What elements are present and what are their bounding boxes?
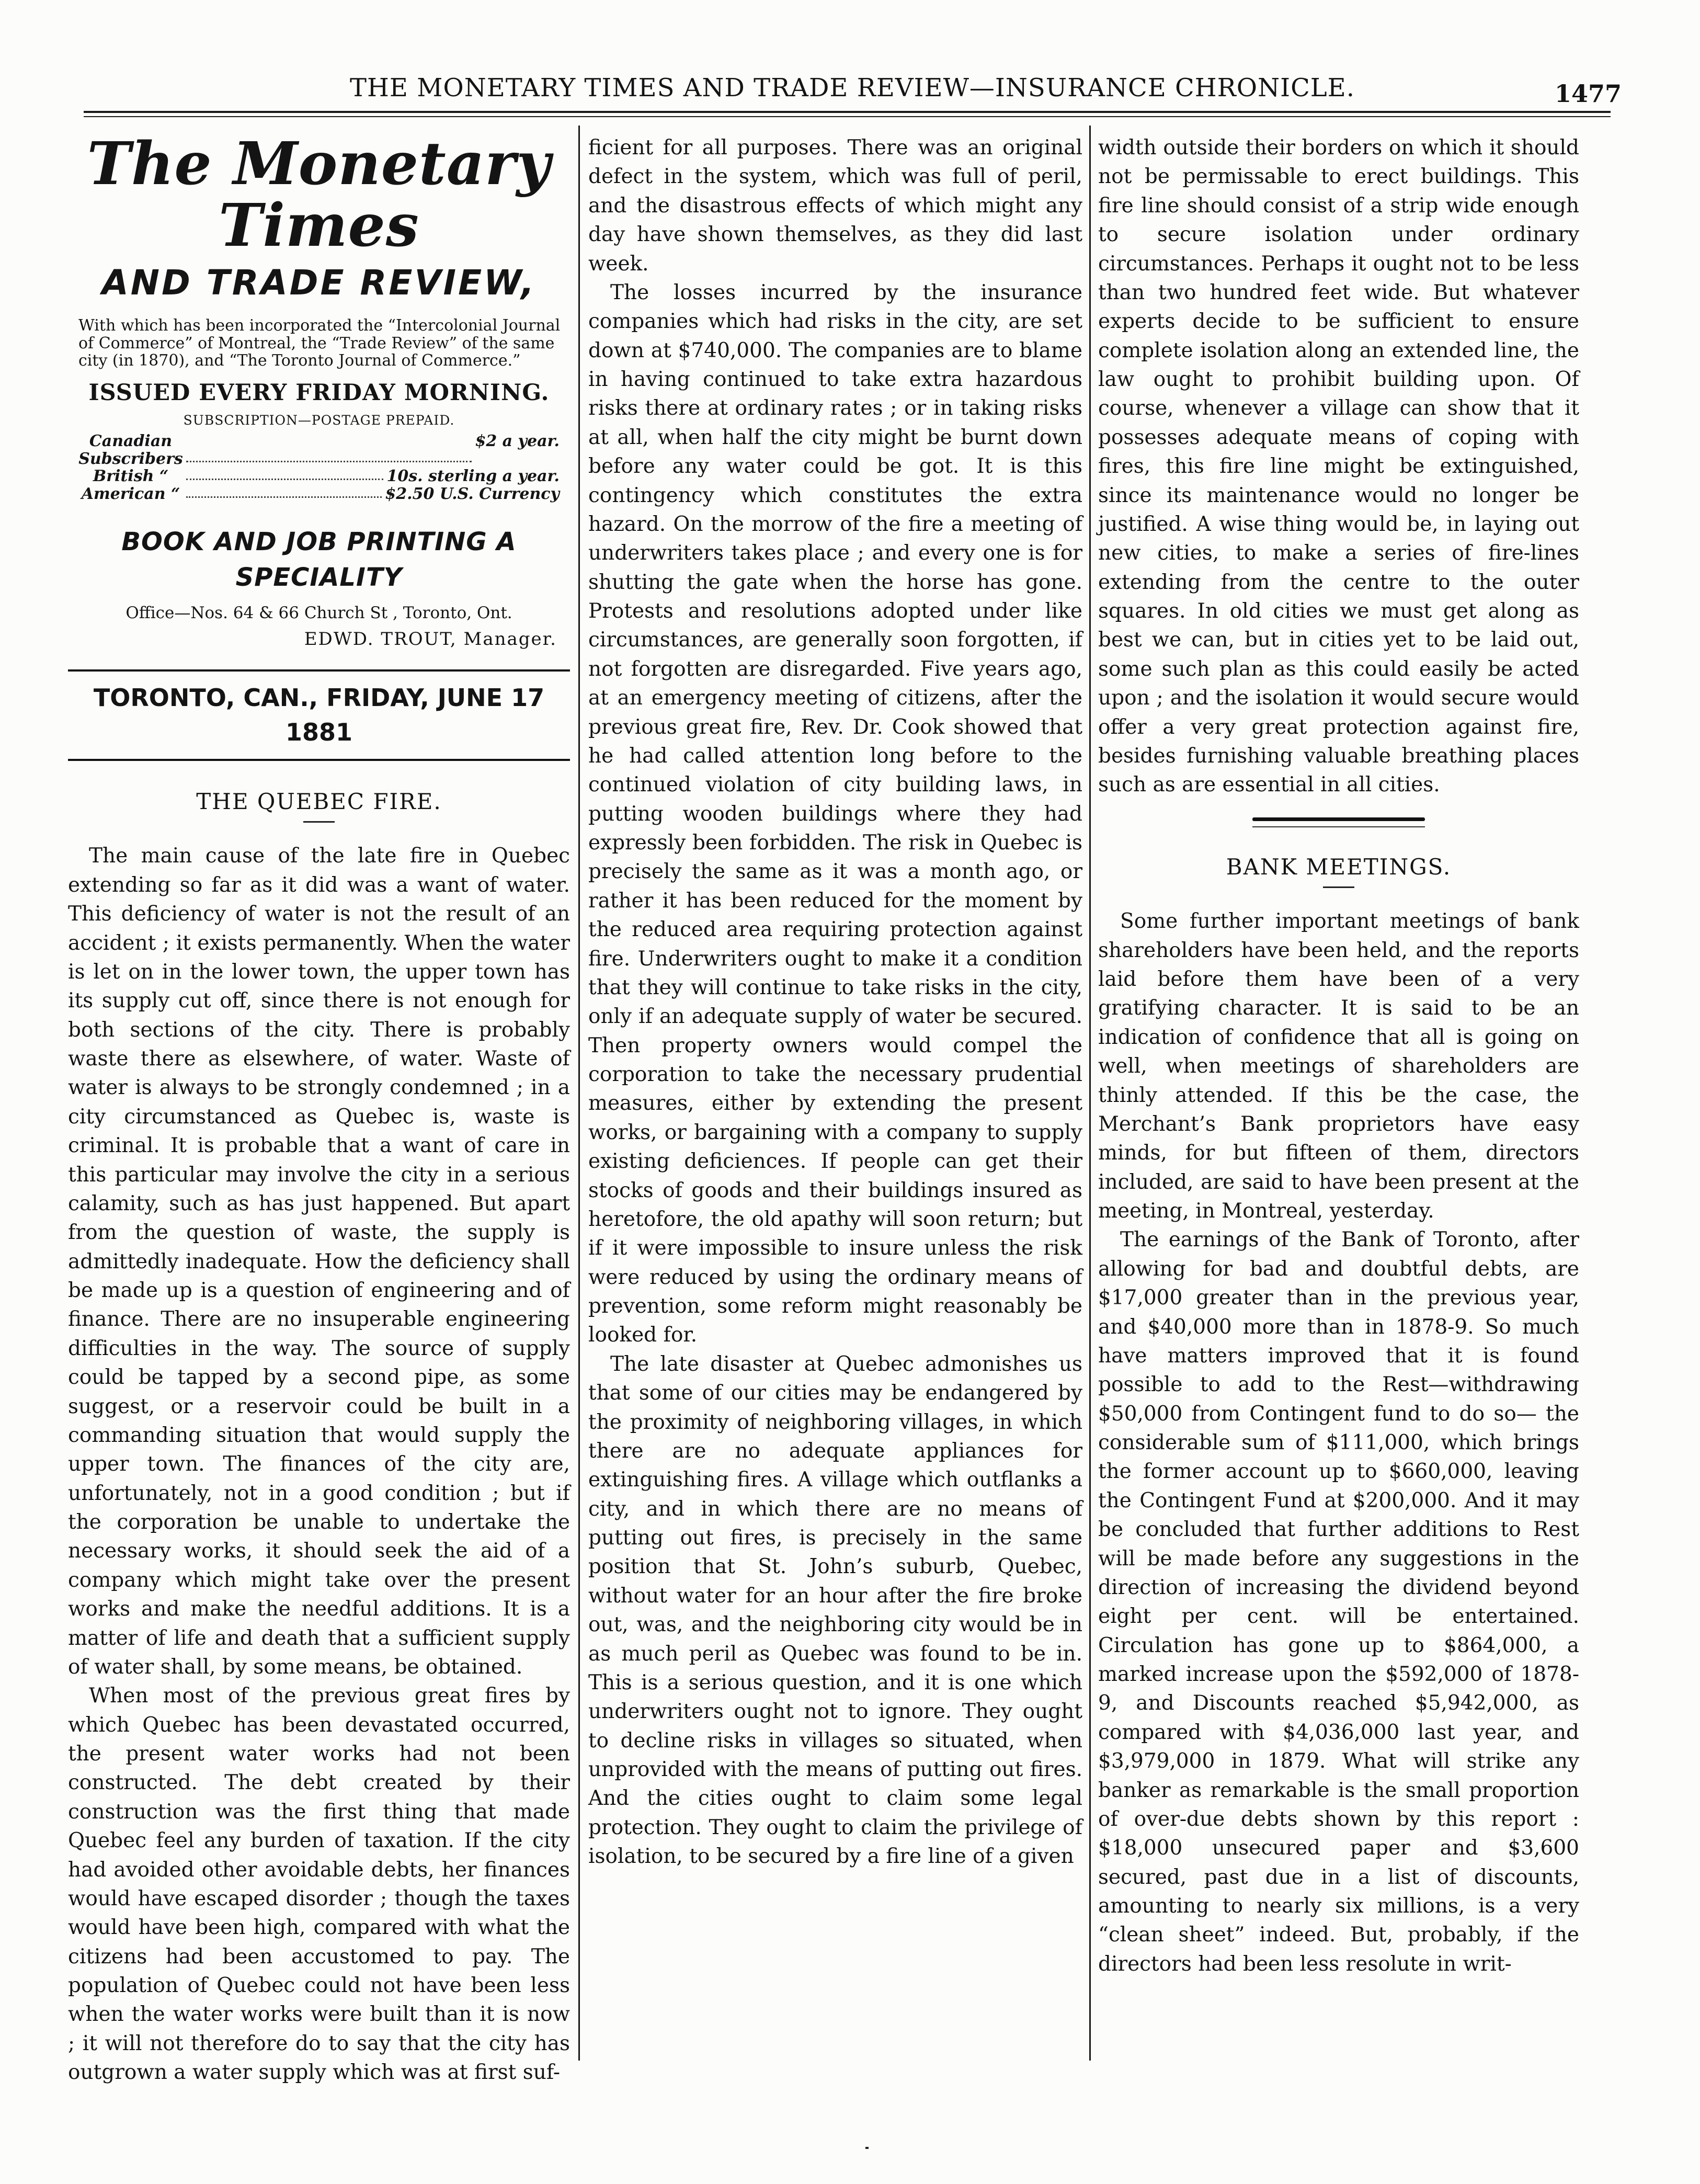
quebec-fire-body-col1 <box>68 841 570 2087</box>
header-rule-top <box>84 111 1611 113</box>
rate-value: $2 a year. <box>475 432 560 451</box>
rate-leader <box>186 433 472 462</box>
rate-label: British “ <box>93 467 169 486</box>
rate-value: $2.50 U.S. Currency <box>385 485 560 504</box>
page-number: 1477 <box>1554 79 1622 108</box>
rate-leader <box>186 485 382 498</box>
dateline: TORONTO, CAN., FRIDAY, JUNE 17 1881 <box>68 669 570 761</box>
rate-row <box>78 468 560 485</box>
paragraph: The main cause of the late fire in Quebec extending so far as it did was a want of water. This deficiency of water is not the result of an accident ; it exists permanently. When the water is let on in the lower town, the upper town has its supply cut off, since there is not enough for both sections of the city. There is probably waste there as elsewhere, of water. Waste of water is always to be strongly condemned ; in a city circumstanced as Quebec is, waste is criminal. It is probable that a want of care in this particular may involve the city in a serious calamity, such as has just happened. But apart from the question of waste, the supply is admittedly inadequate. How the deficiency shall be made up is a question of engineering and of finance. There are no insuperable engineering difficulties in the way. The source of supply could be tapped by a second pipe, as some suggest, or a reservoir could be built in a commanding situation that would supply the upper town. The finances of the city are, unfortunately, not in a good condition ; but if the corporation be unable to undertake the necessary works, it should seek the aid of a company which might take over the present works and make the needful additions. It is a matter of life and death that a sufficient supply of water shall, by some means, be obtained. <box>68 844 570 1679</box>
rate-value: 10s. sterling a year. <box>386 467 560 486</box>
paragraph: The losses incurred by the insurance companies which had risks in the city, are set down at $740,000. The companies are to blame in having continued to take extra hazardous risks there at ordinary rates ; or in taking risks at all, when half the city might be burnt down before any water could be got. It is this contingency which constitutes the extra hazard. On the morrow of the fire a meeting of underwriters takes place ; and every one is for shutting the gate when the horse has gone. Protests and resolutions adopted under like circumstances, are generally soon forgotten, if not forgotten are disregarded. Five years ago, at an emergency meeting of citizens, after the previous great fire, Rev. Dr. Cook showed that he had called attention long before to the continued violation of city building laws, in putting wooden buildings where they had expressly been forbidden. The risk in Quebec is precisely the same as it was a month ago, or rather it has been reduced for the moment by the reduced area requiring protection against fire. Underwriters ought to make it a condition that they will continue to take risks in the city, only if an adequate supply of water be secured. Then property owners would compel the corporation to take the necessary prudential measures, either by extending the present works, or bargaining with a company to supply existing deficiences. If people can get their stocks of goods and their buildings insured as heretofore, the old apathy will soon return; but if it were impossible to insure unless the risk were reduced by using the ordinary means of prevention, some reform might reasonably be looked for. <box>588 280 1082 1347</box>
column-2 <box>588 133 1082 2058</box>
rate-row <box>78 433 560 468</box>
manager-name: EDWD. TROUT, Manager. <box>304 628 557 650</box>
article-title-quebec-fire: THE QUEBEC FIRE. <box>196 788 442 814</box>
section-divider-thin <box>1252 826 1425 827</box>
rate-label: American “ <box>81 485 180 504</box>
header-rule-bottom <box>84 116 1611 117</box>
rate-leader <box>186 468 383 480</box>
paragraph-continued: width outside their borders on which it should not be permissable to erect buildings. This fire line should consist of a strip wide enough to secure isolation under ordinary circumstances. Perhaps it ought not to be less than two hundred feet wide. But whatever experts decide to be sufficient to ensure complete isolation along an extended line, the law ought to prohibit building upon. Of course, whenever a village can show that it possesses adequate means of coping with fires, this fire line might be extinguished, since its maintenance would no longer be justified. A wise thing would be, in laying out new cities, to make a series of fire-lines extending from the centre to the outer squares. In old cities we must get along as best we can, but in cities yet to be laid out, some such plan as this could easily be acted upon ; and the isolation it would secure would offer a very great protection against fire, besides furnishing valuable breathing places such as are essential in all cities. <box>1098 136 1579 797</box>
paragraph: Some further important meetings of bank shareholders have been held, and the reports laid before them have been of a very gratifying character. It is said to be an indication of confidence that all is going on well, when meetings of shareholders are thinly attended. If this be the case, the Merchant’s Bank proprietors have easy minds, for but fifteen of them, directors included, are said to have been present at the meeting, in Montreal, yesterday. <box>1098 909 1579 1223</box>
paragraph: When most of the previous great fires by which Quebec has been devastated occurred, the present water works had not been constructed. The debt created by their construction was the first thing that made Quebec feel any burden of taxation. If the city had avoided other avoidable debts, her finances would have escaped disorder ; though the taxes would have been high, compared with what the citizens had been accustomed to pay. The population of Quebec could not have been less when the water works were built than it is now ; it will not therefore do to say that the city has outgrown a water supply which was at first suf- <box>68 1684 570 2085</box>
paragraph-continued: ficient for all purposes. There was an original defect in the system, which was full of peril, and the disastrous effects of which might any day have shown themselves, as they did last week. <box>588 136 1082 276</box>
rate-label: Canadian Subscribers <box>78 432 183 468</box>
masthead-issued: ISSUED EVERY FRIDAY MORNING. <box>88 379 550 406</box>
masthead <box>68 130 570 652</box>
masthead-subscription: SUBSCRIPTION—POSTAGE PREPAID. <box>183 412 455 428</box>
print-mark <box>865 2147 869 2149</box>
section-divider <box>1252 817 1425 821</box>
column-3 <box>1098 133 1579 2058</box>
masthead-subtitle: AND TRADE REVIEW, <box>101 263 537 303</box>
title-underline <box>1323 886 1354 888</box>
masthead-title: The Monetary Times <box>87 130 551 260</box>
rate-row <box>78 485 560 503</box>
article-title-bank-meetings: BANK MEETINGS. <box>1226 854 1452 880</box>
column-rule-right <box>1089 126 1091 2061</box>
subscription-rates <box>78 433 560 503</box>
paragraph: The earnings of the Bank of Toronto, after allowing for bad and doubtful debts, are $17,000 greater than in the previous year, and $40,000 more than in 1878-9. So much have matters improved that it is found possible to add to the Rest—withdrawing $50,000 from Contingent fund to do so— the considerable sum of $111,000, which brings the former account up to $660,000, leaving the Contingent Fund at $200,000. And it may be concluded that further additions to Rest will be made before any suggestions in the direction of increasing the dividend beyond eight per cent. will be entertained. Circulation has gone up to $864,000, a marked increase upon the $592,000 of 1878-9, and Discounts reached $5,942,000, as compared with $4,036,000 last year, and $3,979,000 in 1879. What will strike any banker as remarkable is the small proportion of over-due debts shown by this report : $18,000 unsecured paper and $3,600 secured, past due in a list of discounts, amounting to nearly six millions, is a very “clean sheet” indeed. But, probably, if the directors had been less resolute in writ- <box>1098 1228 1579 1976</box>
column-1 <box>68 130 570 2085</box>
paragraph: The late disaster at Quebec admonishes us that some of our cities may be endangered by the proximity of neighboring villages, in which there are no adequate appliances for extinguishing fires. A village which outflanks a city, and in which there are no means of putting out fires, is precisely in the same position that St. John’s suburb, Quebec, without water for an hour after the fire broke out, was, and the neighboring city would be in as much peril as Quebec was found to be in. This is a serious question, and it is one which underwriters ought not to ignore. They ought to decline risks in villages so situated, when unprovided with the means of putting out fires. And the cities ought to claim some legal protection. They ought to claim the privilege of isolation, to be secured by a fire line of a given <box>588 1352 1082 1869</box>
running-head: THE MONETARY TIMES AND TRADE REVIEW—INSURANCE CHRONICLE. <box>350 73 1355 103</box>
column-rule-left <box>578 126 580 2061</box>
masthead-incorporated-note: With which has been incorporated the “Intercolonial Journal of Commerce” of Montreal, the “Trade Review” of the same city (in 1870), and “The Toronto Journal of Commerce.” <box>78 316 561 370</box>
office-address: Office—Nos. 64 & 66 Church St , Toronto, Ont. <box>125 603 512 622</box>
title-underline <box>303 821 335 823</box>
printing-speciality: BOOK AND JOB PRINTING A SPECIALITY <box>121 527 517 592</box>
